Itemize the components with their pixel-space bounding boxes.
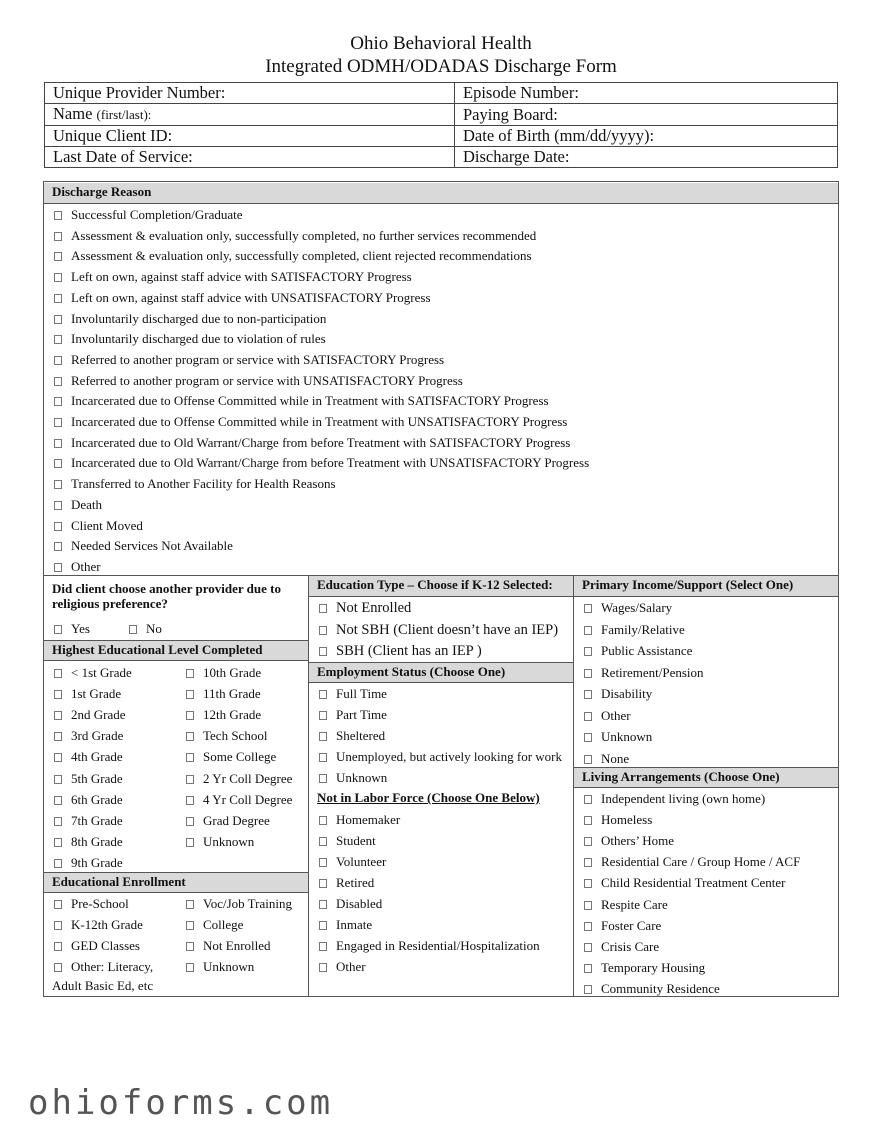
discharge-reason-option[interactable]: [54, 290, 431, 306]
discharge-reason-option[interactable]: [54, 331, 326, 347]
checkbox-icon[interactable]: [584, 733, 592, 742]
religious-question: Did client choose another provider due to religious preference?: [52, 581, 281, 611]
living-option[interactable]: [584, 833, 674, 849]
checkbox-icon[interactable]: [186, 817, 194, 826]
option-label: Assessment & evaluation only, successfully completed, no further services recommended: [71, 227, 537, 243]
client-name-field[interactable]: [45, 104, 455, 126]
option-label: Other: Literacy,: [71, 959, 154, 974]
checkbox-icon[interactable]: [319, 626, 327, 635]
name-suffix: (first/last):: [96, 107, 152, 122]
education-type-option[interactable]: [319, 643, 482, 659]
option-label: 9th Grade: [71, 854, 123, 870]
checkbox-icon[interactable]: [186, 921, 194, 930]
enrollment-option[interactable]: [186, 896, 292, 912]
enrollment-option[interactable]: [54, 896, 129, 912]
education-level-option[interactable]: [186, 749, 276, 765]
checkbox-icon[interactable]: [584, 964, 592, 973]
option-label: 6th Grade: [71, 791, 123, 807]
employment-option[interactable]: [319, 707, 387, 723]
option-label: Disability: [601, 686, 653, 701]
checkbox-icon[interactable]: [54, 942, 62, 951]
education-level-option[interactable]: [186, 728, 267, 744]
checkbox-icon[interactable]: [319, 690, 327, 699]
option-label: Retirement/Pension: [601, 664, 704, 680]
education-type-heading: Education Type – Choose if K-12 Selected:: [309, 576, 573, 597]
checkbox-icon[interactable]: [129, 625, 137, 634]
enrollment-option[interactable]: [54, 938, 140, 954]
option-label: Incarcerated due to Offense Committed while in Treatment with SATISFACTORY Progress: [71, 393, 549, 409]
option-label: Inmate: [336, 917, 373, 932]
checkbox-icon[interactable]: [54, 963, 62, 972]
option-label: Referred to another program or service with UNSATISFACTORY Progress: [71, 372, 463, 388]
income-option[interactable]: [584, 643, 692, 659]
checkbox-icon[interactable]: [186, 775, 194, 784]
income-heading: Primary Income/Support (Select One): [574, 576, 838, 597]
income-option[interactable]: [584, 729, 652, 745]
option-label: Wages/Salary: [601, 600, 673, 615]
discharge-reason-option[interactable]: [54, 497, 102, 513]
income-option[interactable]: [584, 751, 629, 767]
education-level-option[interactable]: [54, 834, 123, 850]
checkbox-icon[interactable]: [54, 480, 62, 489]
option-label: 1st Grade: [71, 686, 122, 702]
employment-option[interactable]: [319, 686, 387, 702]
checkbox-icon[interactable]: [54, 522, 62, 531]
checkbox-icon[interactable]: [319, 753, 327, 762]
education-level-heading: Highest Educational Level Completed: [44, 640, 308, 661]
discharge-reason-option[interactable]: [54, 414, 567, 430]
education-level-option[interactable]: [186, 792, 292, 808]
education-level-option[interactable]: [186, 686, 261, 702]
option-label: Referred to another program or service with SATISFACTORY Progress: [71, 351, 445, 367]
checkbox-icon[interactable]: [319, 942, 327, 951]
checkbox-icon[interactable]: [54, 273, 62, 282]
income-option[interactable]: [584, 686, 652, 702]
checkbox-icon[interactable]: [54, 315, 62, 324]
divider: [308, 575, 309, 996]
checkbox-icon[interactable]: [319, 732, 327, 741]
option-label: Foster Care: [601, 917, 662, 933]
option-label: Incarcerated due to Offense Committed while in Treatment with UNSATISFACTORY Progress: [71, 414, 568, 429]
option-label: Other: [601, 707, 631, 723]
checkbox-icon[interactable]: [54, 542, 62, 551]
checkbox-icon[interactable]: [186, 942, 194, 951]
education-level-option[interactable]: [186, 813, 270, 829]
not-labor-option[interactable]: [319, 917, 372, 933]
discharge-reason-option[interactable]: [54, 455, 589, 471]
option-label: Disabled: [336, 896, 383, 911]
checkbox-icon[interactable]: [319, 879, 327, 888]
checkbox-icon[interactable]: [186, 711, 194, 720]
living-option[interactable]: [584, 897, 668, 913]
option-label: SBH (Client has an IEP ): [336, 643, 482, 659]
education-level-option[interactable]: [54, 686, 121, 702]
checkbox-icon[interactable]: [186, 900, 194, 909]
provider-number-field[interactable]: Unique Provider Number:: [45, 83, 455, 104]
checkbox-icon[interactable]: [54, 900, 62, 909]
option-label: Involuntarily discharged due to non-participation: [71, 310, 327, 326]
checkbox-icon[interactable]: [54, 563, 62, 572]
option-label: 3rd Grade: [71, 728, 124, 744]
checkbox-icon[interactable]: [319, 816, 327, 825]
education-level-option[interactable]: [54, 665, 132, 681]
education-level-option[interactable]: [54, 855, 123, 871]
education-level-option[interactable]: [54, 813, 123, 829]
option-label: Other: [71, 558, 101, 574]
checkbox-icon[interactable]: [54, 377, 62, 386]
education-type-option[interactable]: [319, 622, 558, 638]
option-label: Independent living (own home): [601, 791, 766, 806]
discharge-reason-option[interactable]: [54, 269, 412, 285]
option-label: Not Enrolled: [203, 938, 271, 953]
option-label: Transferred to Another Facility for Health Reasons: [71, 476, 336, 492]
option-label: Voc/Job Training: [203, 896, 292, 911]
income-option[interactable]: [584, 708, 631, 724]
living-heading: Living Arrangements (Choose One): [574, 767, 838, 788]
education-level-option[interactable]: [54, 792, 123, 808]
checkbox-icon[interactable]: [186, 796, 194, 805]
checkbox-icon[interactable]: [584, 795, 592, 804]
option-label: Family/Relative: [601, 621, 685, 637]
option-label: Unemployed, but actively looking for work: [336, 749, 563, 764]
checkbox-icon[interactable]: [584, 604, 592, 613]
option-label: Sheltered: [336, 728, 386, 743]
enrollment-option[interactable]: [54, 959, 153, 975]
option-label: Engaged in Residential/Hospitalization: [336, 938, 540, 953]
option-label: Residential Care / Group Home / ACF: [601, 854, 801, 870]
checkbox-icon[interactable]: [54, 732, 62, 741]
form-title-line2: Integrated ODMH/ODADAS Discharge Form: [265, 56, 617, 77]
religious-no-option[interactable]: [129, 621, 162, 637]
checkbox-icon[interactable]: [54, 711, 62, 720]
living-option[interactable]: [584, 939, 659, 955]
option-label: Involuntarily discharged due to violation of rules: [71, 331, 326, 347]
option-label: K-12th Grade: [71, 917, 143, 932]
education-level-option[interactable]: [54, 771, 123, 787]
checkbox-icon[interactable]: [54, 921, 62, 930]
discharge-reason-option[interactable]: [54, 393, 549, 409]
discharge-reason-option[interactable]: [54, 352, 444, 368]
option-label: 11th Grade: [203, 686, 261, 702]
discharge-reason-option[interactable]: [54, 476, 336, 492]
option-label: Crisis Care: [601, 938, 660, 954]
checkbox-icon[interactable]: [54, 690, 62, 699]
option-label: Temporary Housing: [601, 959, 706, 975]
dob-field[interactable]: Date of Birth (mm/dd/yyyy):: [455, 126, 838, 147]
option-label: Volunteer: [336, 854, 387, 869]
discharge-reason-option[interactable]: [54, 248, 532, 264]
option-label: 10th Grade: [203, 665, 262, 680]
name-label: Name: [53, 104, 93, 123]
checkbox-icon[interactable]: [54, 775, 62, 784]
checkbox-icon[interactable]: [54, 252, 62, 261]
option-label: Left on own, against staff advice with SATISFACTORY Progress: [71, 269, 412, 285]
checkbox-icon[interactable]: [54, 418, 62, 427]
checkbox-icon[interactable]: [584, 816, 592, 825]
not-labor-option[interactable]: [319, 854, 386, 870]
checkbox-icon[interactable]: [584, 922, 592, 931]
checkbox-icon[interactable]: [54, 232, 62, 241]
option-label: College: [203, 917, 244, 932]
last-service-date-field[interactable]: Last Date of Service:: [45, 147, 455, 168]
living-option[interactable]: [584, 960, 705, 976]
checkbox-icon[interactable]: [54, 625, 62, 634]
option-label: Child Residential Treatment Center: [601, 875, 786, 891]
checkbox-icon[interactable]: [584, 985, 592, 994]
enrollment-option[interactable]: [186, 959, 254, 975]
checkbox-icon[interactable]: [54, 356, 62, 365]
checkbox-icon[interactable]: [186, 838, 194, 847]
living-option[interactable]: [584, 812, 652, 828]
option-label: Homeless: [601, 812, 653, 828]
checkbox-icon[interactable]: [319, 963, 327, 972]
checkbox-icon[interactable]: [54, 294, 62, 303]
option-label: Public Assistance: [601, 643, 693, 658]
header-fields-table: [44, 82, 838, 168]
option-label: 2nd Grade: [71, 707, 126, 723]
option-label: Successful Completion/Graduate: [71, 207, 243, 222]
option-label: GED Classes: [71, 938, 140, 953]
checkbox-icon[interactable]: [54, 817, 62, 826]
checkbox-icon[interactable]: [319, 858, 327, 867]
checkbox-icon[interactable]: [584, 669, 592, 678]
checkbox-icon[interactable]: [319, 900, 327, 909]
checkbox-icon[interactable]: [54, 859, 62, 868]
option-label: 8th Grade: [71, 833, 123, 849]
religious-yes-option[interactable]: [54, 621, 90, 637]
income-option[interactable]: [584, 600, 672, 616]
checkbox-icon[interactable]: [319, 837, 327, 846]
checkbox-icon[interactable]: [584, 858, 592, 867]
option-label: Left on own, against staff advice with UNSATISFACTORY Progress: [71, 289, 431, 305]
option-label: Respite Care: [601, 896, 668, 912]
not-labor-option[interactable]: [319, 938, 540, 954]
checkbox-icon[interactable]: [54, 838, 62, 847]
option-label: Unknown: [336, 770, 388, 785]
option-label: Part Time: [336, 707, 387, 722]
option-label: Unknown: [203, 833, 255, 849]
option-label: 7th Grade: [71, 812, 123, 828]
checkbox-icon[interactable]: [584, 943, 592, 952]
option-label: Student: [336, 833, 376, 848]
education-level-option[interactable]: [186, 707, 261, 723]
checkbox-icon[interactable]: [54, 669, 62, 678]
option-label: 4th Grade: [71, 749, 123, 765]
not-labor-option[interactable]: [319, 875, 374, 891]
option-label: Tech School: [203, 728, 268, 744]
option-label: Full Time: [336, 686, 387, 701]
form-title-line1: Ohio Behavioral Health: [350, 33, 532, 54]
checkbox-icon[interactable]: [584, 647, 592, 656]
option-label: 4 Yr Coll Degree: [203, 791, 293, 807]
education-level-option[interactable]: [54, 707, 126, 723]
checkbox-icon[interactable]: [54, 397, 62, 406]
checkbox-icon[interactable]: [319, 604, 327, 613]
checkbox-icon[interactable]: [54, 501, 62, 510]
not-labor-option[interactable]: [319, 959, 366, 975]
employment-option[interactable]: [319, 728, 385, 744]
option-label: Incarcerated due to Old Warrant/Charge from before Treatment with SATISFACTORY Progress: [71, 434, 571, 450]
checkbox-icon[interactable]: [186, 732, 194, 741]
education-level-option[interactable]: [54, 749, 123, 765]
option-label: 2 Yr Coll Degree: [203, 770, 293, 786]
client-id-field[interactable]: Unique Client ID:: [45, 126, 455, 147]
option-label: Some College: [203, 749, 277, 765]
option-label: Homemaker: [336, 812, 401, 827]
checkbox-icon[interactable]: [584, 712, 592, 721]
option-label: 5th Grade: [71, 770, 123, 786]
living-option[interactable]: [584, 854, 800, 870]
option-label: Grad Degree: [203, 812, 270, 828]
discharge-reason-heading: Discharge Reason: [44, 183, 838, 204]
checkbox-icon[interactable]: [54, 211, 62, 220]
not-labor-option[interactable]: [319, 896, 382, 912]
checkbox-icon[interactable]: [319, 921, 327, 930]
checkbox-icon[interactable]: [54, 796, 62, 805]
option-label: Pre-School: [71, 896, 129, 911]
option-label: Yes: [71, 621, 90, 636]
checkbox-icon[interactable]: [186, 690, 194, 699]
not-labor-heading: Not in Labor Force (Choose One Below): [317, 790, 540, 805]
discharge-reason-option[interactable]: [54, 435, 570, 451]
option-label: Not SBH (Client doesn’t have an IEP): [336, 621, 559, 638]
paying-board-field[interactable]: Paying Board:: [455, 104, 838, 126]
employment-heading: Employment Status (Choose One): [309, 662, 573, 683]
discharge-reason-option[interactable]: [54, 207, 243, 223]
education-level-option[interactable]: [186, 834, 254, 850]
living-option[interactable]: [584, 875, 786, 891]
checkbox-icon[interactable]: [319, 774, 327, 783]
option-label: Client Moved: [71, 517, 143, 533]
option-label: Others’ Home: [601, 833, 675, 849]
option-label: Retired: [336, 875, 375, 890]
checkbox-icon[interactable]: [186, 963, 194, 972]
option-label: Not Enrolled: [336, 600, 412, 616]
living-option[interactable]: [584, 791, 765, 807]
checkbox-icon[interactable]: [319, 647, 327, 656]
education-level-option[interactable]: [54, 728, 123, 744]
education-type-option[interactable]: [319, 600, 411, 616]
option-label: Death: [71, 496, 103, 512]
checkbox-icon[interactable]: [584, 755, 592, 764]
checkbox-icon[interactable]: [186, 669, 194, 678]
checkbox-icon[interactable]: [186, 753, 194, 762]
enrollment-heading: Educational Enrollment: [44, 872, 308, 893]
checkbox-icon[interactable]: [54, 459, 62, 468]
discharge-date-field[interactable]: Discharge Date:: [455, 147, 838, 168]
option-label: 12th Grade: [203, 707, 262, 723]
education-level-option[interactable]: [186, 771, 292, 787]
enrollment-option[interactable]: [186, 938, 271, 954]
living-option[interactable]: [584, 981, 720, 997]
income-option[interactable]: [584, 665, 704, 681]
education-level-option[interactable]: [186, 665, 261, 681]
checkbox-icon[interactable]: [54, 439, 62, 448]
checkbox-icon[interactable]: [584, 879, 592, 888]
discharge-reason-option[interactable]: [54, 311, 326, 327]
option-label: No: [146, 621, 162, 636]
checkbox-icon[interactable]: [584, 837, 592, 846]
option-label: Assessment & evaluation only, successfully completed, client rejected recommendations: [71, 248, 532, 264]
option-label: None: [601, 750, 630, 766]
enrollment-option[interactable]: [186, 917, 243, 933]
option-label: < 1st Grade: [71, 665, 132, 680]
employment-option[interactable]: [319, 770, 387, 786]
checkbox-icon[interactable]: [54, 753, 62, 762]
enrollment-option[interactable]: [54, 917, 143, 933]
not-labor-option[interactable]: [319, 833, 376, 849]
discharge-reason-option[interactable]: [54, 559, 101, 575]
checkbox-icon[interactable]: [319, 711, 327, 720]
discharge-reason-option[interactable]: [54, 518, 143, 534]
checkbox-icon[interactable]: [584, 901, 592, 910]
discharge-reason-option[interactable]: [54, 228, 536, 244]
employment-option[interactable]: [319, 749, 562, 765]
discharge-reason-option[interactable]: [54, 538, 233, 554]
income-option[interactable]: [584, 622, 685, 638]
option-label: Needed Services Not Available: [71, 538, 233, 554]
discharge-reason-option[interactable]: [54, 373, 463, 389]
checkbox-icon[interactable]: [584, 626, 592, 635]
not-labor-option[interactable]: [319, 812, 400, 828]
option-label: Unknown: [601, 729, 653, 744]
option-label: Unknown: [203, 959, 255, 974]
watermark: ohioforms.com: [28, 1083, 334, 1123]
living-option[interactable]: [584, 918, 661, 934]
checkbox-icon[interactable]: [54, 335, 62, 344]
option-label: Community Residence: [601, 980, 720, 996]
checkbox-icon[interactable]: [584, 690, 592, 699]
episode-number-field[interactable]: Episode Number:: [455, 83, 838, 104]
option-label: Incarcerated due to Old Warrant/Charge from before Treatment with UNSATISFACTORY Progress: [71, 455, 590, 471]
option-label: Other: [336, 959, 366, 974]
enrollment-other-detail: Adult Basic Ed, etc: [52, 978, 154, 993]
